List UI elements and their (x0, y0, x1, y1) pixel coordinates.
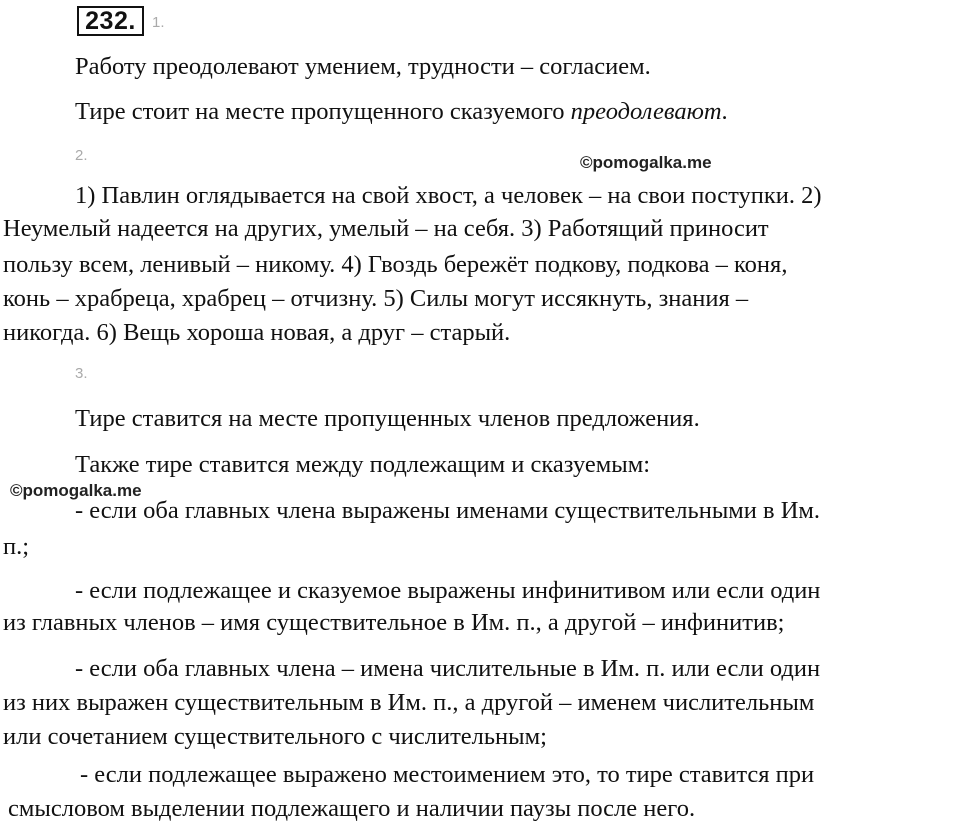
part3-item2-line: - если подлежащее и сказуемое выражены инфинитивом или если один (75, 577, 821, 604)
part2-line: конь – храбреца, храбрец – отчизну. 5) Силы могут иссякнуть, знания – (3, 285, 749, 312)
part3-line1: Тире ставится на месте пропущенных членов предложения. (75, 405, 700, 432)
part3-item3-line: из них выражен существительным в Им. п., а другой – именем числительным (3, 689, 815, 716)
part3-item2-line: из главных членов – имя существительное в Им. п., а другой – инфинитив; (3, 609, 785, 636)
exercise-number: 232. (77, 6, 144, 36)
part3-item3-line: или сочетанием существительного с числительным; (3, 723, 547, 750)
explanation-end: . (721, 98, 728, 125)
part3-item4-line: - если подлежащее выражено местоимением это, то тире ставится при (80, 761, 815, 788)
part-marker-3: 3. (75, 365, 88, 382)
part-marker-2: 2. (75, 147, 88, 164)
explanation-text: Тире стоит на месте пропущенного сказуемого (75, 98, 571, 125)
part1-sentence: Работу преодолевают умением, трудности – согласием. (75, 53, 651, 80)
part-marker-1: 1. (152, 14, 165, 31)
part2-line: 1) Павлин оглядывается на свой хвост, а человек – на свои поступки. 2) (75, 182, 822, 209)
part3-item1-line: п.; (3, 533, 30, 560)
part3-item3-line: - если оба главных члена – имена числительные в Им. п. или если один (75, 655, 821, 682)
part3-item4-line: смысловом выделении подлежащего и наличии паузы после него. (8, 795, 696, 822)
watermark-left: ©pomogalka.me (10, 481, 142, 500)
part2-line: никогда. 6) Вещь хороша новая, а друг – старый. (3, 319, 511, 346)
explanation-italic-word: преодолевают (570, 98, 722, 125)
part1-explanation (75, 97, 728, 127)
part2-line: Неумелый надеется на других, умелый – на себя. 3) Работящий приносит (3, 215, 769, 242)
part2-line: пользу всем, ленивый – никому. 4) Гвоздь бережёт подкову, подкова – коня, (3, 251, 788, 278)
part3-item1-line: - если оба главных члена выражены именами существительными в Им. (75, 497, 821, 524)
watermark-top: ©pomogalka.me (580, 153, 712, 172)
part3-line2: Также тире ставится между подлежащим и сказуемым: (75, 451, 651, 478)
